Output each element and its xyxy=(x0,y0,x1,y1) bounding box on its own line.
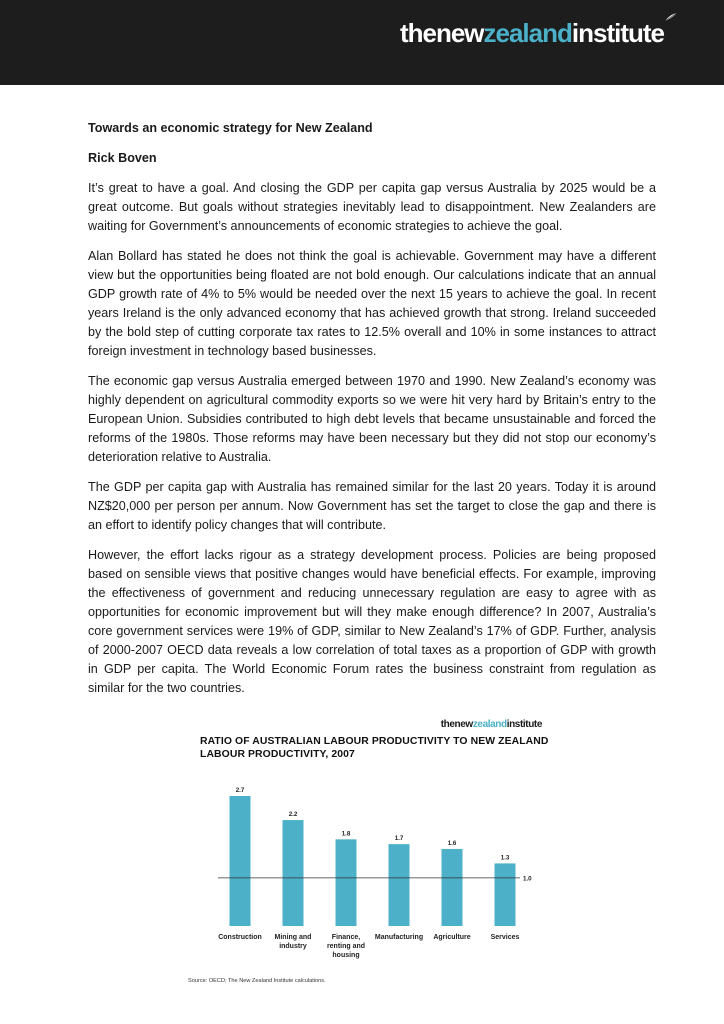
category-label-0: Construction xyxy=(218,934,262,941)
bar-3 xyxy=(389,844,410,926)
productivity-figure xyxy=(170,715,550,995)
bar-0 xyxy=(230,796,251,926)
bar-value-label-1: 2.2 xyxy=(288,811,298,819)
category-label-1: Mining and industry xyxy=(274,934,312,950)
figure-logo xyxy=(441,719,542,730)
bar-value-label-5: 1.3 xyxy=(500,854,510,862)
bar-value-label-3: 1.7 xyxy=(394,835,404,843)
category-label-3: Manufacturing xyxy=(374,934,424,941)
paragraph-4: The GDP per capita gap with Australia has remained similar for the last 20 years. Today it is around NZ$20,000 per person per annum. Now Government has set the target to close the gap and there is an effort to identify policy changes that will contribute. xyxy=(88,480,656,532)
bar-value-label-0: 2.7 xyxy=(235,787,245,794)
chart-title: RATIO OF AUSTRALIAN LABOUR PRODUCTIVITY TO NEW ZEALAND LABOUR PRODUCTIVITY, 2007 xyxy=(200,736,549,760)
feather-icon xyxy=(664,12,678,22)
paragraph-2: Alan Bollard has stated he does not think the goal is achievable. Government may have a different view but the opportunities being floated are not bold enough. Our calculations indicate that an annual GDP growth rate of 4% to 5% would be needed over the next 15 years to achieve the goal. In recent years Ireland is the only advanced economy that has achieved growth that strong. Ireland succeeded by the bold step of cutting corporate tax rates to 12.5% overall and 10% in some instances to attract foreign investment in technology based businesses. xyxy=(88,249,656,358)
category-label-2: Finance, renting and housing xyxy=(326,934,366,959)
bar-2 xyxy=(336,839,357,926)
logo-text-thenew: thenew xyxy=(399,18,484,48)
institute-logo xyxy=(400,18,664,49)
bar-value-label-2: 1.8 xyxy=(341,830,351,838)
figure-logo-thenew: thenew xyxy=(440,719,473,730)
bar-5 xyxy=(495,863,516,926)
figure-logo-institute: institute xyxy=(506,719,542,730)
page-header xyxy=(0,0,724,85)
paragraph-1: It’s great to have a goal. And closing the GDP per capita gap versus Australia by 2025 would be a great outcome. But goals without strategies inevitably lead to disappointment. New Zealanders are waiting for Government’s announcements of economic strategies to achieve the goal. xyxy=(88,181,656,233)
reference-line-label: 1.0 xyxy=(523,875,532,883)
category-label-4: Agriculture xyxy=(433,934,471,941)
document-body xyxy=(88,119,656,698)
source-note: Source: OECD; The New Zealand Institute calculations. xyxy=(188,978,326,984)
logo-text-institute: institute xyxy=(571,18,664,48)
bar-4 xyxy=(442,849,463,926)
bar-1 xyxy=(283,820,304,926)
paragraph-5: However, the effort lacks rigour as a strategy development process. Policies are being proposed based on sensible views that positive changes would have beneficial effects. For example, improving the effectiveness of government and reducing unnecessary regulation are easy to agree with as opportunities for economic improvement but will they make enough difference? In 2007, Australia’s core government services were 19% of GDP, similar to New Zealand’s 17% of GDP. Further, analysis of 2000-2007 OECD data reveals a low correlation of total taxes as a proportion of GDP with growth in GDP per capita. The World Economic Forum rates the business constraint from regulation as similar for the two countries. xyxy=(88,548,656,695)
logo-text-zealand: zealand xyxy=(483,18,572,48)
figure-logo-zealand: zealand xyxy=(472,719,507,730)
document-title: Towards an economic strategy for New Zealand xyxy=(88,121,373,135)
paragraph-3: The economic gap versus Australia emerged between 1970 and 1990. New Zealand’s economy was highly dependent on agricultural commodity exports so we were hit very hard by Britain’s entry to the European Union. Subsidies contributed to high debt levels that became unsustainable and forced the reforms of the 1980s. Those reforms may have been necessary but they did not stop our economy’s deterioration relative to Australia. xyxy=(88,374,656,464)
document-author: Rick Boven xyxy=(88,151,157,165)
bar-value-label-4: 1.6 xyxy=(447,839,457,847)
category-label-5: Services xyxy=(490,934,520,941)
